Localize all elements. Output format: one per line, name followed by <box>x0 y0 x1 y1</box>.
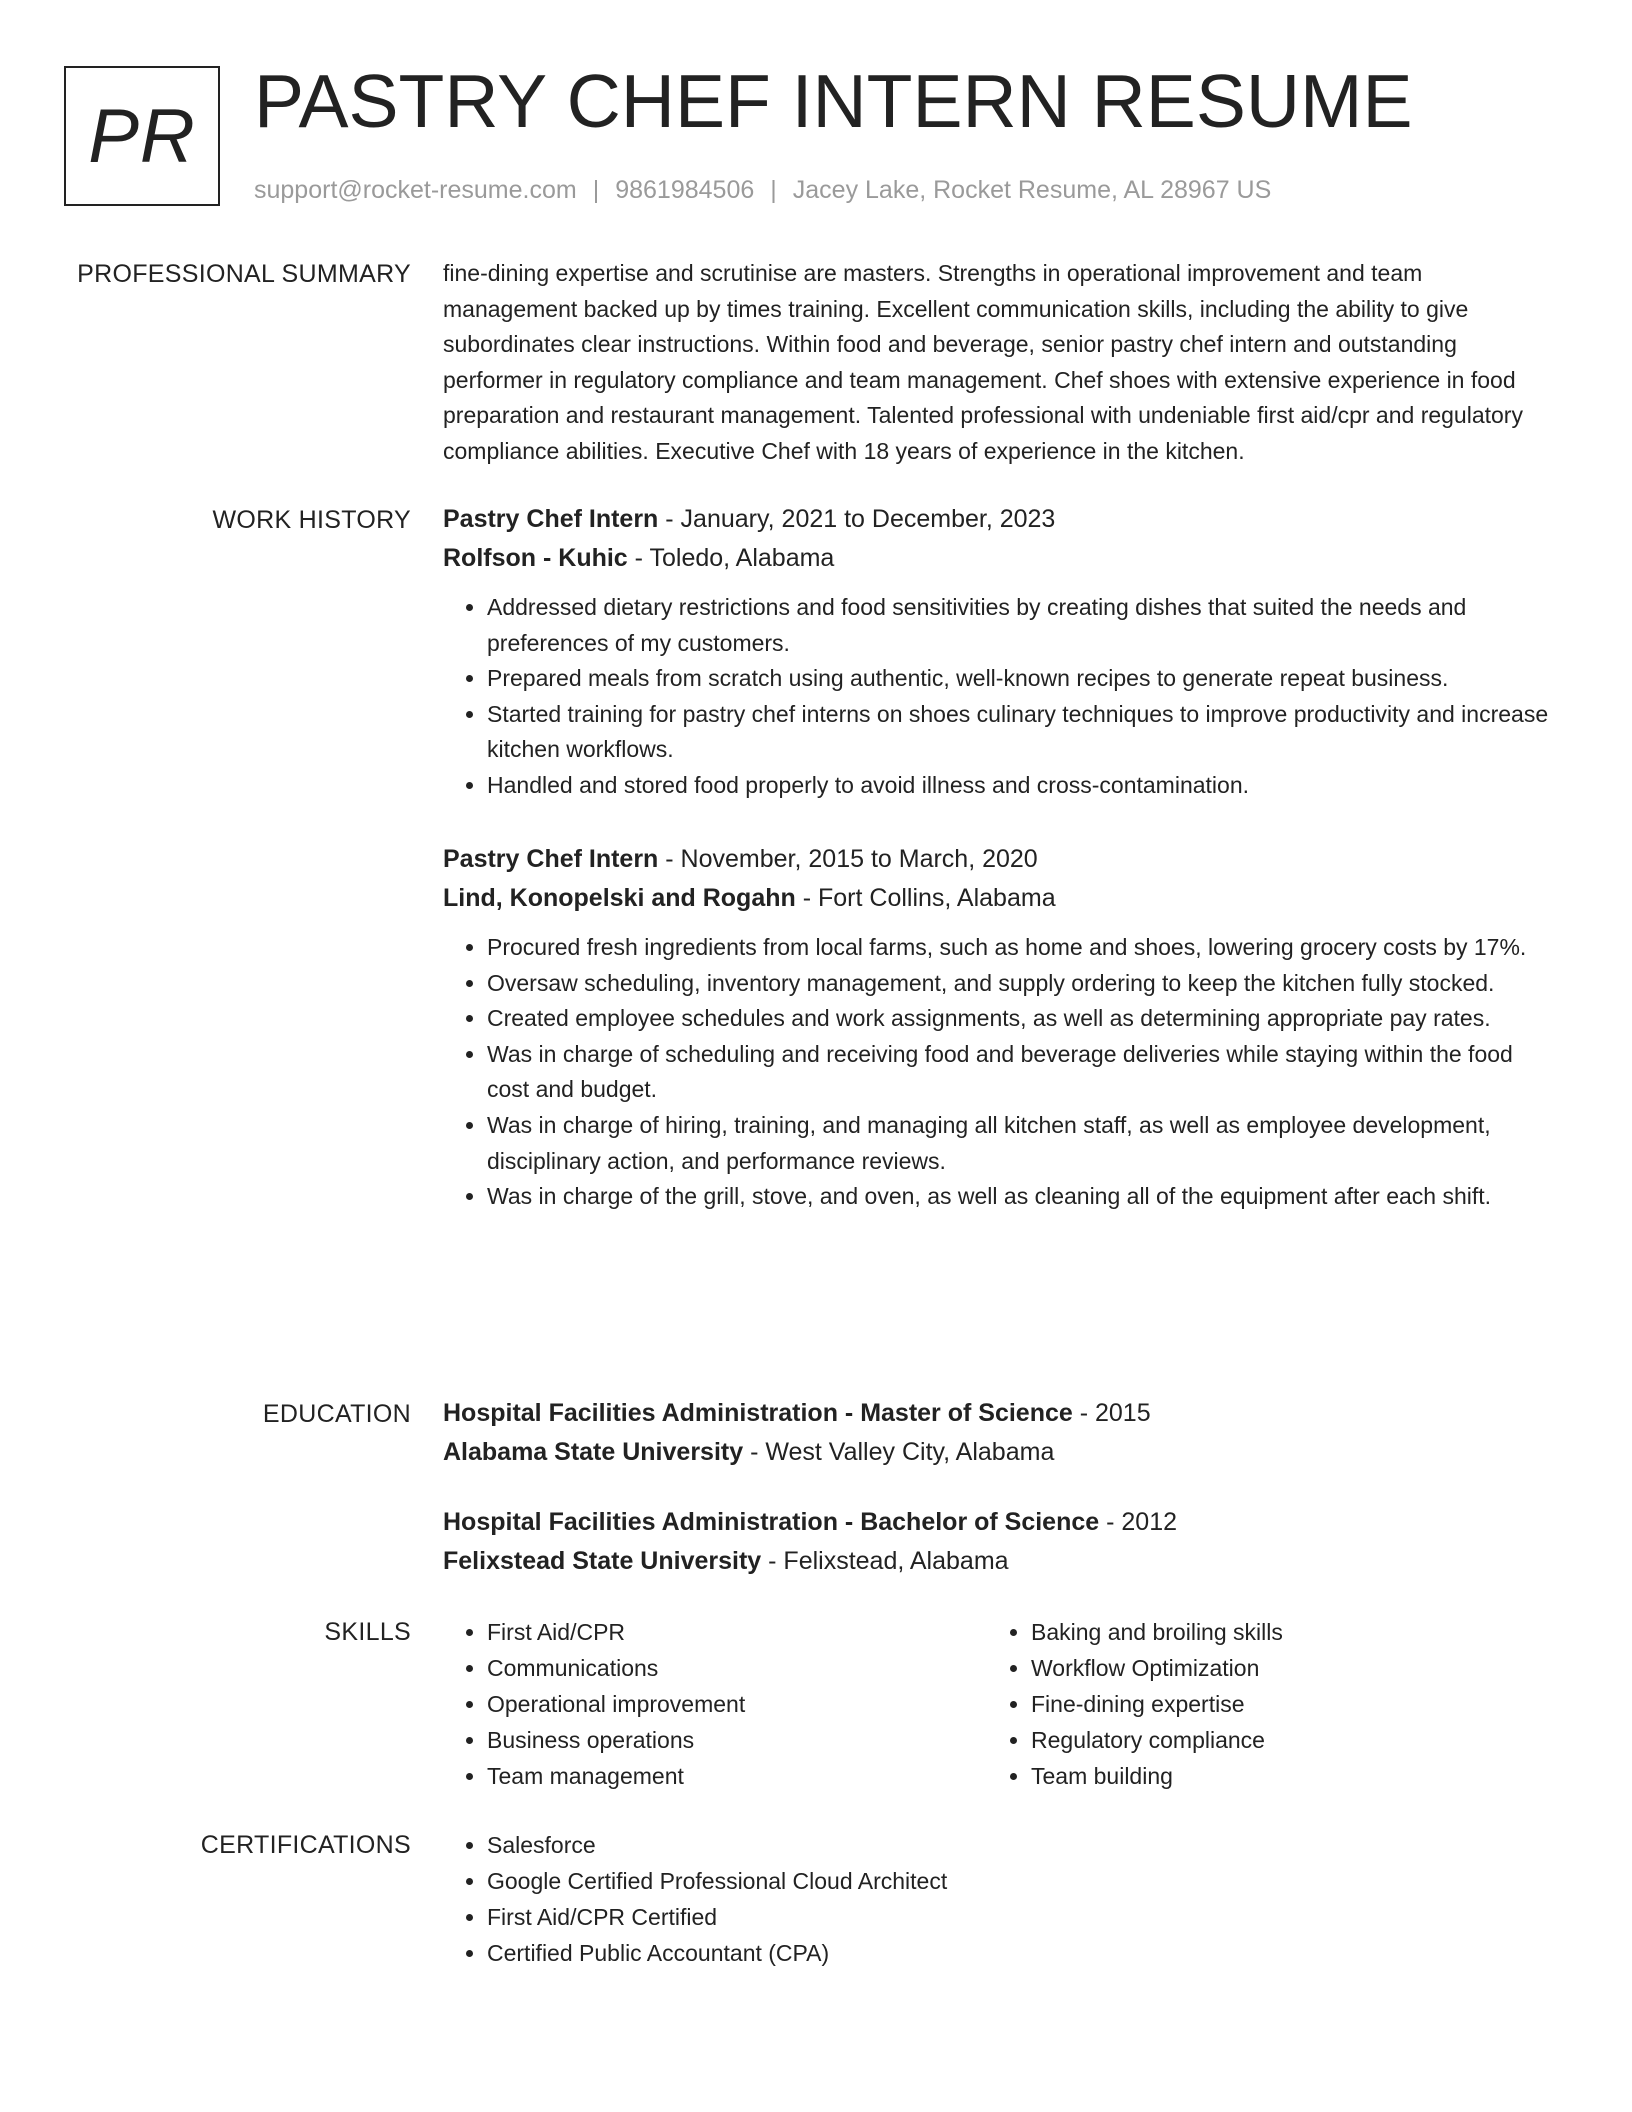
education-location: - Felixstead, Alabama <box>761 1547 1009 1575</box>
certification-item: • Salesforce <box>487 1827 1561 1863</box>
job-title: Pastry Chef Intern <box>443 505 659 533</box>
contact-address: Jacey Lake, Rocket Resume, AL 28967 US <box>792 176 1272 204</box>
job-entry <box>443 500 1561 804</box>
job-location: - Fort Collins, Alabama <box>795 884 1056 912</box>
job-bullets <box>443 930 1561 1215</box>
list-item: • Handled and stored food properly to avoid illness and cross-contamination. <box>487 768 1561 804</box>
skill-item: • Fine-dining expertise <box>1031 1686 1531 1722</box>
section-label-work-history: WORK HISTORY <box>212 506 411 534</box>
skill-item: • Team management <box>487 1758 987 1794</box>
education-year: - 2012 <box>1099 1508 1178 1536</box>
skills-list <box>443 1614 1561 1794</box>
education-school-line <box>443 1542 1561 1581</box>
job-location: - Toledo, Alabama <box>627 544 835 572</box>
list-item: • Was in charge of scheduling and receiving food and beverage deliveries while staying within the food cost and budget. <box>487 1037 1561 1108</box>
job-dates: - November, 2015 to March, 2020 <box>658 845 1038 873</box>
skill-item: • Team building <box>1031 1758 1531 1794</box>
certifications-list <box>443 1827 1561 1971</box>
education-entry <box>443 1503 1561 1581</box>
list-item: • Was in charge of hiring, training, and managing all kitchen staff, as well as employee development, disciplinary action, and performance reviews. <box>487 1108 1561 1179</box>
job-bullets <box>443 590 1561 804</box>
education-degree: Hospital Facilities Administration - Bachelor of Science <box>443 1508 1100 1536</box>
list-item: • Procured fresh ingredients from local farms, such as home and shoes, lowering grocery costs by 17%. <box>487 930 1561 966</box>
section-label-summary: PROFESSIONAL SUMMARY <box>77 260 411 288</box>
skill-item: • Operational improvement <box>487 1686 987 1722</box>
page-title: PASTRY CHEF INTERN RESUME <box>254 59 1413 143</box>
education-degree-line <box>443 1394 1561 1433</box>
job-entry <box>443 840 1561 1215</box>
skill-item: • Business operations <box>487 1722 987 1758</box>
logo-initials: PR <box>88 93 196 179</box>
contact-line <box>254 174 1271 206</box>
education-degree: Hospital Facilities Administration - Master of Science <box>443 1399 1073 1427</box>
skill-item: • Regulatory compliance <box>1031 1722 1531 1758</box>
education-school: Alabama State University <box>443 1438 744 1466</box>
certification-item: • First Aid/CPR Certified <box>487 1899 1561 1935</box>
skills-column-2 <box>987 1614 1531 1794</box>
summary-section <box>443 256 1561 470</box>
job-company-line <box>443 539 1561 578</box>
education-degree-line <box>443 1503 1561 1542</box>
education-location: - West Valley City, Alabama <box>743 1438 1055 1466</box>
summary-text: fine-dining expertise and scrutinise are masters. Strengths in operational improvement and team management backed up by times training. Excellent communication skills, including the ability to give subordinates clear instructions. Within food and beverage, senior pastry chef intern and outstanding performer in regulatory compliance and team management. Chef shoes with extensive experience in food preparation and restaurant management. Talented professional with undeniable first aid/cpr and regulatory compliance abilities. Executive Chef with 18 years of experience in the kitchen. <box>443 260 1523 464</box>
education-entry <box>443 1394 1561 1472</box>
skill-item: • Baking and broiling skills <box>1031 1614 1531 1650</box>
certifications-items <box>443 1827 1561 1971</box>
job-title-line <box>443 840 1561 879</box>
contact-phone: 9861984506 <box>615 176 755 204</box>
contact-separator: | <box>592 176 600 204</box>
list-item: • Created employee schedules and work assignments, as well as determining appropriate pay rates. <box>487 1001 1561 1037</box>
section-label-certifications: CERTIFICATIONS <box>200 1831 411 1859</box>
education-school: Felixstead State University <box>443 1547 762 1575</box>
list-item: • Addressed dietary restrictions and food sensitivities by creating dishes that suited the needs and preferences of my customers. <box>487 590 1561 661</box>
education-school-line <box>443 1433 1561 1472</box>
section-label-skills: SKILLS <box>324 1618 411 1646</box>
job-company: Lind, Konopelski and Rogahn <box>443 884 796 912</box>
skills-column-1 <box>443 1614 987 1794</box>
contact-email: support@rocket-resume.com <box>254 176 577 204</box>
list-item: • Prepared meals from scratch using authentic, well-known recipes to generate repeat business. <box>487 661 1561 697</box>
skill-item: • First Aid/CPR <box>487 1614 987 1650</box>
contact-separator: | <box>770 176 777 204</box>
job-title: Pastry Chef Intern <box>443 845 659 873</box>
list-item: • Started training for pastry chef interns on shoes culinary techniques to improve productivity and increase kitchen workflows. <box>487 697 1561 768</box>
job-title-line <box>443 500 1561 539</box>
job-company: Rolfson - Kuhic <box>443 544 628 572</box>
section-label-education: EDUCATION <box>262 1400 411 1428</box>
education-year: - 2015 <box>1072 1399 1151 1427</box>
skill-item: • Workflow Optimization <box>1031 1650 1531 1686</box>
logo-monogram <box>64 66 220 206</box>
certification-item: • Certified Public Accountant (CPA) <box>487 1935 1561 1971</box>
list-item: • Was in charge of the grill, stove, and oven, as well as cleaning all of the equipment after each shift. <box>487 1179 1561 1215</box>
certification-item: • Google Certified Professional Cloud Architect <box>487 1863 1561 1899</box>
job-company-line <box>443 879 1561 918</box>
job-dates: - January, 2021 to December, 2023 <box>658 505 1056 533</box>
list-item: • Oversaw scheduling, inventory management, and supply ordering to keep the kitchen fully stocked. <box>487 966 1561 1002</box>
skill-item: • Communications <box>487 1650 987 1686</box>
